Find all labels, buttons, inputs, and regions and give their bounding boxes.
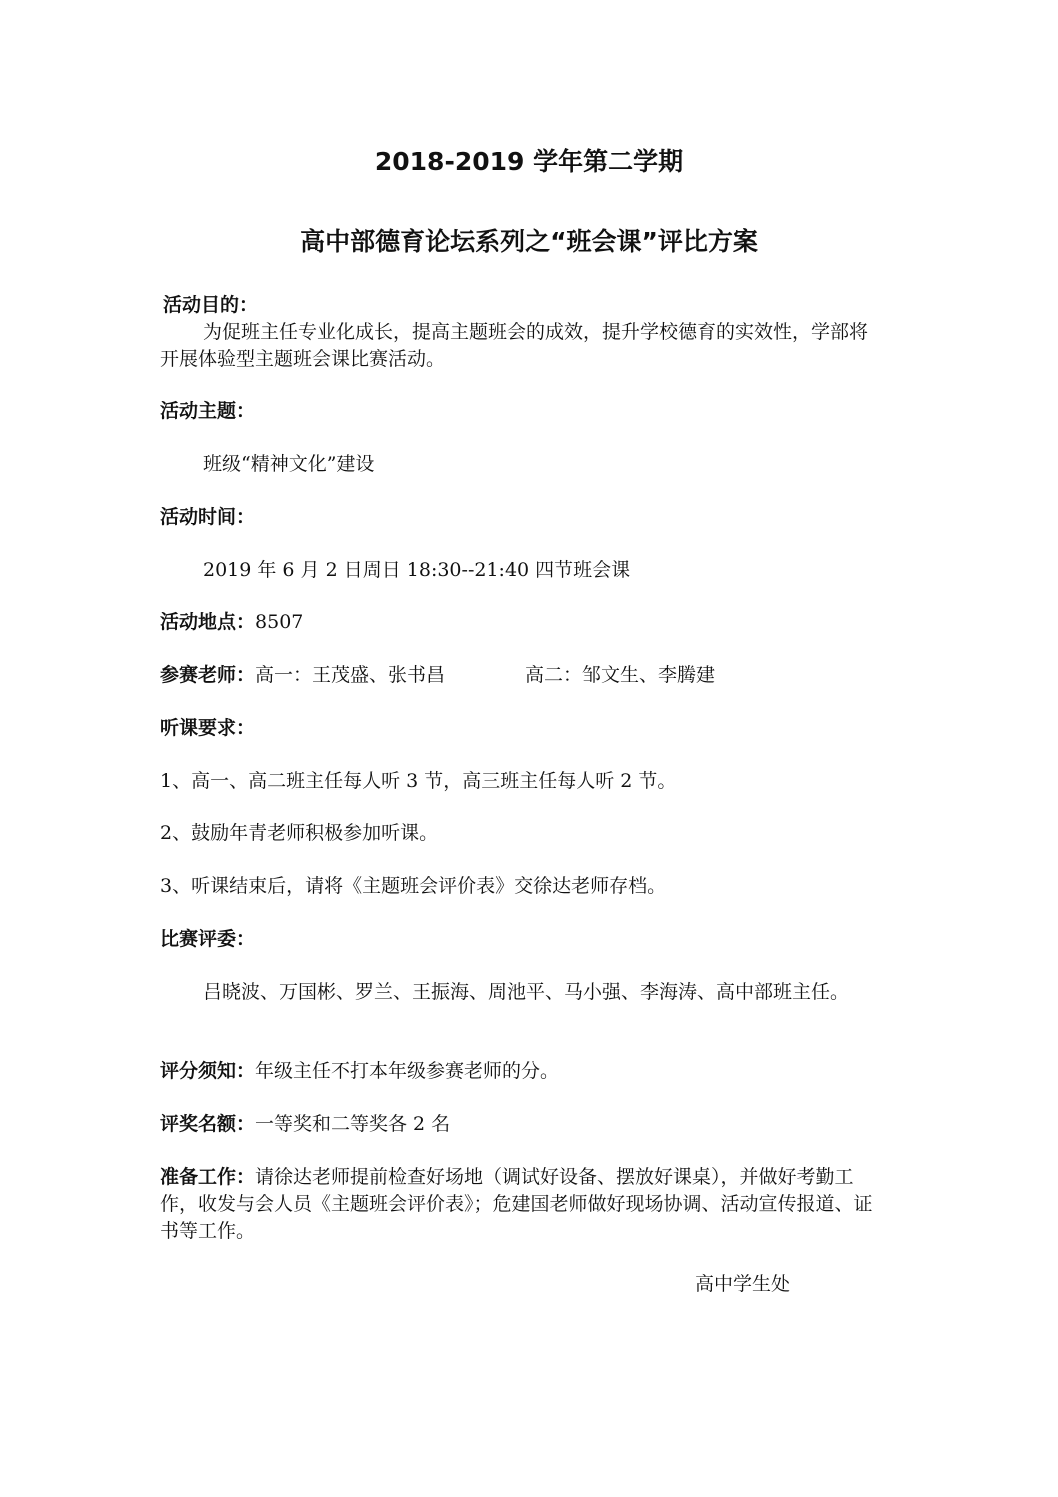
section-label: 参赛老师： <box>160 664 256 686</box>
section-location-text: 8507 <box>255 611 304 633</box>
section-preparation-text: 请徐达老师提前检查好场地（调试好设备、摆放好课桌），并做好考勤工作，收发与会人员《主题班会评价表》；危建国老师做好现场协调、活动宣传报道、证书等工作。 <box>160 1166 873 1242</box>
section-purpose-heading <box>163 292 903 318</box>
teachers-grade1: 高一：王茂盛、张书昌 <box>255 664 446 686</box>
section-label: 活动时间： <box>160 506 256 528</box>
document-title-main: 高中部德育论坛系列之“班会课”评比方案 <box>300 227 758 256</box>
requirement-item-2: 2、鼓励年青老师积极参加听课。 <box>160 822 439 844</box>
section-label: 活动主题： <box>160 400 256 422</box>
section-scoring <box>160 1058 900 1084</box>
section-awards-text: 一等奖和二等奖各 2 名 <box>255 1113 451 1135</box>
section-teachers <box>160 662 900 688</box>
section-label: 活动目的： <box>163 294 259 316</box>
section-theme-text: 班级“精神文化”建设 <box>203 453 375 475</box>
section-time-text: 2019 年 6 月 2 日周日 18:30--21:40 四节班会课 <box>203 559 631 581</box>
requirement-item-1: 1、高一、高二班主任每人听 3 节，高三班主任每人听 2 节。 <box>160 770 677 792</box>
section-purpose-text: 为促班主任专业化成长，提高主题班会的成效，提升学校德育的实效性，学部将开展体验型主题班会课比赛活动。 <box>160 321 869 370</box>
document-title-term: 2018-2019 学年第二学期 <box>374 147 684 176</box>
section-label: 准备工作： <box>160 1166 256 1188</box>
section-location <box>160 609 900 635</box>
section-theme-heading <box>160 398 900 424</box>
section-label: 听课要求： <box>160 717 256 739</box>
section-judges-text: 吕晓波、万国彬、罗兰、王振海、周池平、马小强、李海涛、高中部班主任。 <box>203 981 850 1003</box>
section-judges-heading <box>160 926 900 952</box>
document-signature: 高中学生处 <box>695 1273 791 1295</box>
section-label: 评奖名额： <box>160 1113 256 1135</box>
section-label: 评分须知： <box>160 1060 256 1082</box>
section-awards <box>160 1111 900 1137</box>
section-scoring-text: 年级主任不打本年级参赛老师的分。 <box>255 1060 560 1082</box>
section-preparation <box>160 1164 882 1245</box>
section-requirements-heading <box>160 715 900 741</box>
section-label: 比赛评委： <box>160 928 256 950</box>
requirement-item-3: 3、听课结束后，请将《主题班会评价表》交徐达老师存档。 <box>160 875 667 897</box>
section-time-heading <box>160 504 900 530</box>
teachers-grade2: 高二：邹文生、李腾建 <box>525 664 716 686</box>
section-label: 活动地点： <box>160 611 256 633</box>
